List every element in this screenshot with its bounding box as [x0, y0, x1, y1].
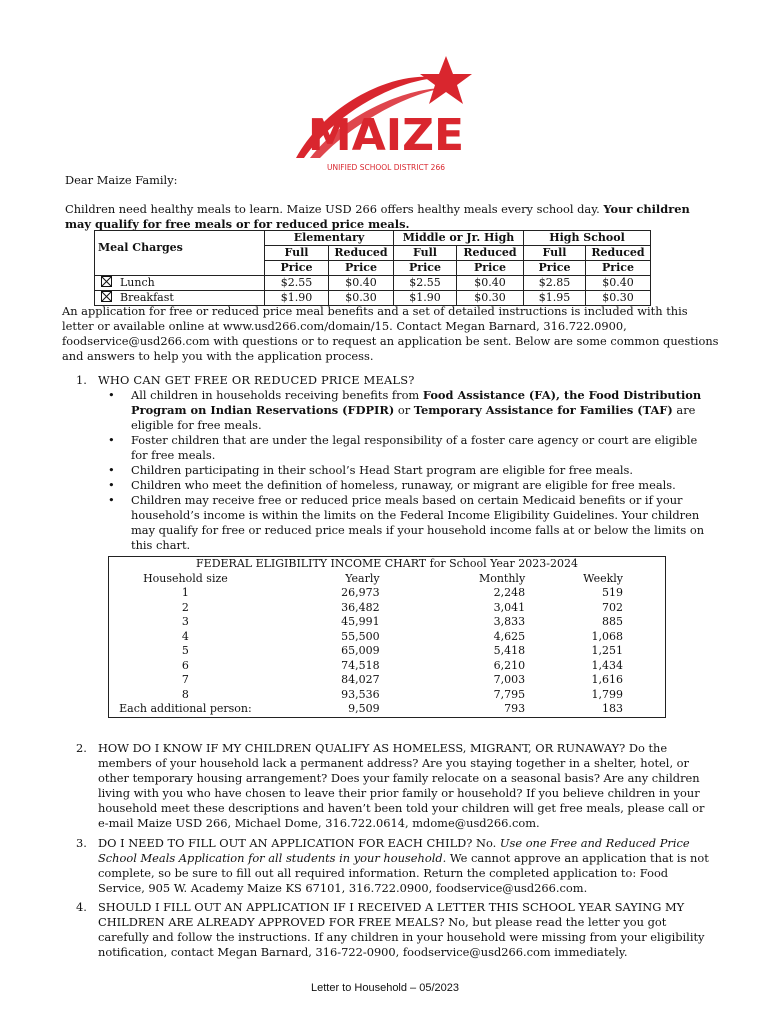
table-row	[109, 702, 666, 717]
income-cell: 183	[602, 702, 623, 715]
column-header: Weekly	[583, 571, 623, 585]
price-cell: $2.55	[394, 276, 457, 291]
income-cell: 1,434	[591, 658, 623, 672]
question-2	[76, 741, 716, 831]
intro-text: Children need healthy meals to learn. Maize USD 266 offers healthy meals every school day.	[65, 202, 604, 216]
price-cell: $1.95	[524, 291, 586, 306]
income-cell: 1,251	[591, 644, 623, 657]
income-cell: 3,833	[493, 615, 526, 628]
list-item: • Children participating in their school’s Head Start program are eligible for free meals.	[108, 463, 708, 478]
table-row	[109, 586, 666, 601]
subhead-price: Price	[457, 261, 524, 276]
income-cell: 4,625	[493, 629, 526, 643]
income-cell: 55,500	[341, 629, 380, 643]
income-cell: 1,616	[591, 673, 623, 686]
question-title: WHO CAN GET FREE OR REDUCED PRICE MEALS?	[98, 373, 415, 387]
household-size-cell: 4	[181, 629, 189, 643]
group-middle: Middle or Jr. High	[394, 231, 524, 246]
income-cell: 36,482	[341, 600, 380, 614]
question-number: 1.	[76, 373, 87, 387]
income-cell: 93,536	[341, 687, 380, 701]
price-cell: $0.30	[586, 291, 651, 306]
household-size-cell: 7	[181, 673, 189, 686]
income-cell: 1,068	[591, 629, 623, 643]
group-elementary: Elementary	[265, 231, 394, 246]
column-header: Monthly	[478, 571, 526, 585]
intro-bold: Your children may qualify for free meals or for reduced price meals.	[65, 202, 690, 231]
price-cell: $0.40	[457, 276, 524, 291]
subhead-price: Price	[329, 261, 394, 276]
maize-star-logo-icon	[288, 50, 484, 178]
income-cell: 74,518	[341, 658, 380, 672]
table-row	[109, 673, 666, 688]
meal-name: Breakfast	[120, 291, 174, 304]
eligibility-bullets	[108, 388, 708, 553]
page-footer: Letter to Household – 05/2023	[310, 982, 459, 994]
income-cell: 2,248	[493, 586, 526, 599]
household-size-cell: 2	[181, 600, 189, 614]
checked-box-icon	[101, 276, 112, 287]
income-cell: 45,991	[341, 615, 380, 628]
application-paragraph: An application for free or reduced price meal benefits and a set of detailed instructions is included with this letter or available online at www.usd266.com/domain/15. Contact Megan Barnard, 316.722.0900, foodservice@usd266.com with questions or to request an application be sent. Below are some common questions and answers to help you with the application process.	[62, 304, 719, 363]
income-cell: 793	[504, 702, 526, 715]
income-cell: 9,509	[348, 702, 380, 715]
income-cell: 7,003	[493, 673, 526, 686]
income-cell: 65,009	[341, 644, 380, 657]
price-cell: $2.55	[265, 276, 329, 291]
meal-row-label	[95, 276, 265, 291]
income-cell: 1,799	[591, 687, 623, 701]
subhead-full: Full	[394, 246, 457, 261]
greeting: Dear Maize Family:	[65, 173, 178, 187]
table-row	[109, 630, 666, 645]
logo-wordmark: MAIZE	[307, 110, 465, 161]
income-cell: 6,210	[493, 658, 526, 672]
question-number: 3.	[76, 836, 87, 850]
income-cell: 7,795	[493, 687, 526, 701]
price-cell: $1.90	[394, 291, 457, 306]
household-size-cell: 8	[181, 687, 189, 701]
income-cell: 519	[602, 586, 623, 599]
question-3	[76, 836, 716, 896]
subhead-price: Price	[394, 261, 457, 276]
household-size-cell: 6	[181, 658, 189, 672]
household-size-cell: Each additional person:	[119, 702, 252, 715]
column-header: Yearly	[345, 571, 380, 585]
subhead-reduced: Reduced	[329, 246, 394, 261]
table-row	[109, 659, 666, 674]
subhead-price: Price	[586, 261, 651, 276]
list-item: • Children may receive free or reduced price meals based on certain Medicaid benefits or if your household’s income is within the limits on the Federal Income Eligibility Guidelines. Your children may qualify for free or reduced price meals if your household income falls at or below the limits on this chart.	[108, 493, 708, 553]
income-cell: 885	[602, 615, 623, 628]
price-cell: $0.30	[457, 291, 524, 306]
meal-charges-table	[94, 230, 651, 306]
income-cell: 84,027	[341, 673, 380, 686]
subhead-price: Price	[524, 261, 586, 276]
income-cell: 26,973	[341, 586, 380, 599]
list-item: • All children in households receiving benefits from Food Assistance (FA), the Food Distribution Program on Indian Reservations (FDPIR) or Temporary Assistance for Families (TAF) are eligible for free meals.	[108, 388, 708, 433]
table-row	[95, 276, 651, 291]
table-row	[109, 615, 666, 630]
subhead-reduced: Reduced	[457, 246, 524, 261]
income-cell: 3,041	[493, 600, 526, 614]
maize-logo	[288, 50, 484, 178]
table-row	[109, 688, 666, 703]
household-size-cell: 1	[181, 586, 189, 599]
question-text: HOW DO I KNOW IF MY CHILDREN QUALIFY AS HOMELESS, MIGRANT, OR RUNAWAY? Do the members of your household lack a permanent address? Are you staying together in a shelter, hotel, or other temporary housing arrangement? Does your family relocate on a seasonal basis? Are any children living with you who have chosen to leave their prior family or household? If you believe children in your household meet these descriptions and haven’t been told your children will get free meals, please call or e-mail Maize USD 266, Michael Dome, 316.722.0614, mdome@usd266.com.	[98, 741, 705, 830]
household-size-cell: 3	[181, 615, 189, 628]
subhead-price: Price	[265, 261, 329, 276]
question-number: 4.	[76, 900, 87, 914]
price-cell: $2.85	[524, 276, 586, 291]
question-4	[76, 900, 716, 960]
table-row	[109, 601, 666, 616]
column-header: Household size	[143, 571, 228, 585]
income-eligibility-table	[108, 556, 666, 718]
income-cell: 702	[602, 600, 623, 614]
price-cell: $1.90	[265, 291, 329, 306]
list-item: • Children who meet the definition of homeless, runaway, or migrant are eligible for free meals.	[108, 478, 708, 493]
meal-charges-label: Meal Charges	[95, 231, 265, 276]
price-cell: $0.30	[329, 291, 394, 306]
meal-name: Lunch	[120, 276, 155, 289]
list-item: • Foster children that are under the legal responsibility of a foster care agency or court are eligible for free meals.	[108, 433, 708, 463]
chart-title: FEDERAL ELIGIBILITY INCOME CHART for School Year 2023-2024	[196, 557, 578, 570]
income-rows	[109, 586, 666, 717]
logo-subtitle: UNIFIED SCHOOL DISTRICT 266	[326, 163, 446, 172]
price-cell: $0.40	[586, 276, 651, 291]
price-cell: $0.40	[329, 276, 394, 291]
checked-box-icon	[101, 291, 112, 302]
group-high: High School	[524, 231, 651, 246]
household-size-cell: 5	[181, 644, 189, 657]
intro-paragraph	[65, 202, 715, 232]
question-text: SHOULD I FILL OUT AN APPLICATION IF I RECEIVED A LETTER THIS SCHOOL YEAR SAYING MY CHILDREN ARE ALREADY APPROVED FOR FREE MEALS? No, but please read the letter you got carefully and follow the instructions. If any children in your household were missing from your eligibility notification, contact Megan Barnard, 316-722-0900, foodservice@usd266.com immediately.	[98, 900, 705, 959]
subhead-full: Full	[524, 246, 586, 261]
subhead-full: Full	[265, 246, 329, 261]
question-number: 2.	[76, 741, 87, 755]
income-cell: 5,418	[493, 644, 526, 657]
table-row	[109, 644, 666, 659]
question-text: DO I NEED TO FILL OUT AN APPLICATION FOR EACH CHILD? No. Use one Free and Reduced Price School Meals Application for all students in your household. We cannot approve an application that is not complete, so be sure to fill out all required information. Return the completed application to: Food Service, 905 W. Academy Maize KS 67101, 316.722.0900, foodservice@usd266.com.	[98, 836, 709, 895]
subhead-reduced: Reduced	[586, 246, 651, 261]
